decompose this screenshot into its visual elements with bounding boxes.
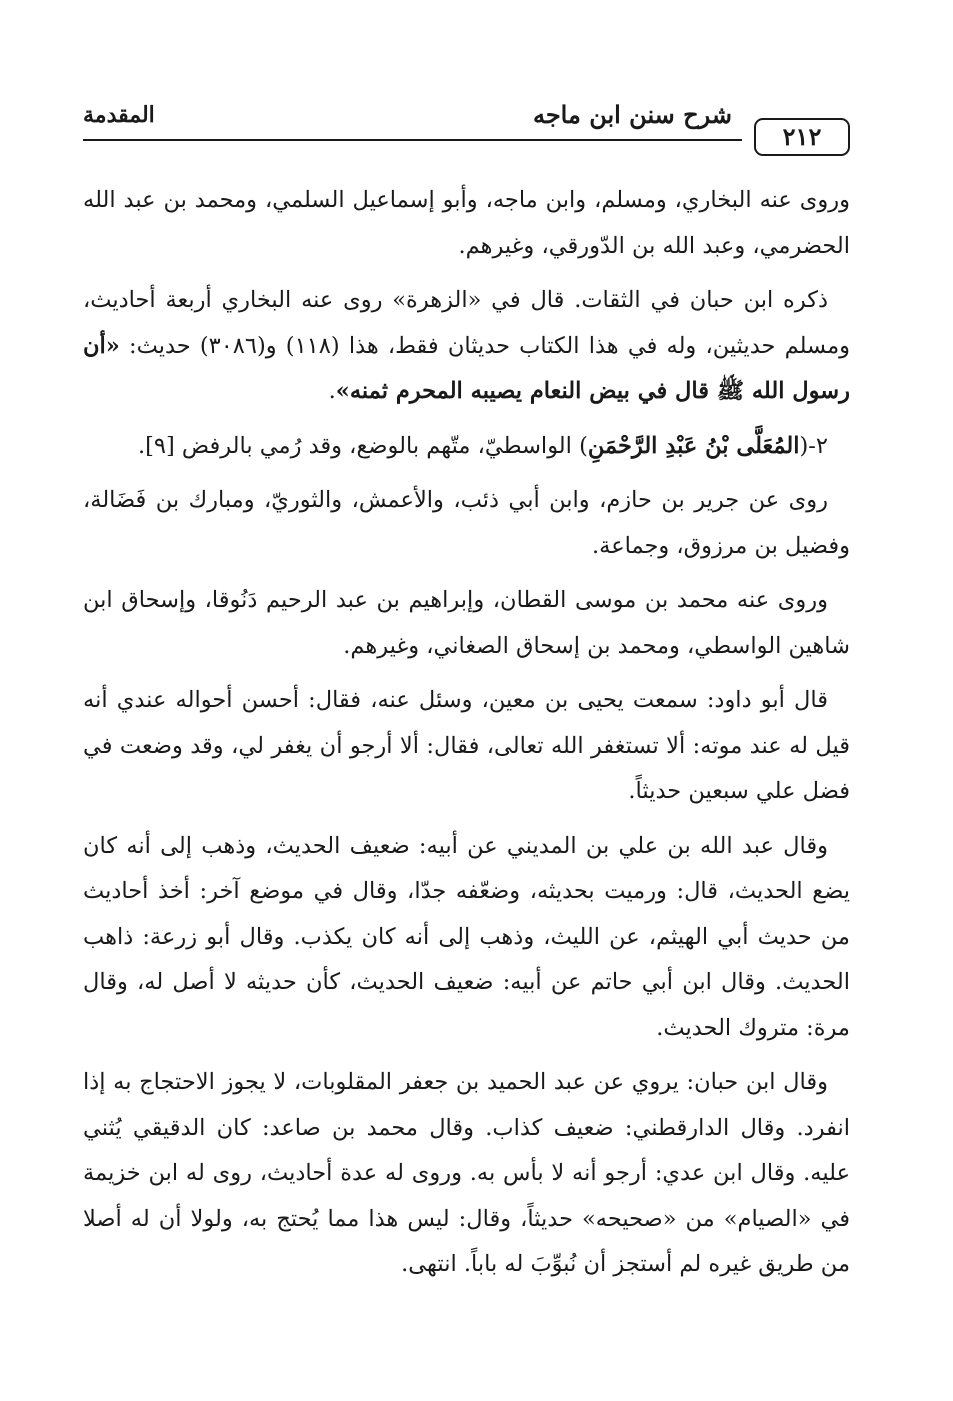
paragraph-5 [83,578,850,669]
paragraph-text: وقال ابن حبان: يروي عن عبد الحميد بن جعفر المقلوبات، لا يجوز الاحتجاج به إذا انفرد. وقال الدارقطني: ضعيف كذاب. وقال محمد بن صاعد: كان الدقيقي يُثني عليه. وقال ابن عدي: أرجو أنه لا بأس به. وروى له عدة أحاديث، روى له ابن خزيمة في «الصيام» من «صحيحه» حديثاً، وقال: ليس هذا مما يُحتج به، ولولا أن له أصلا من طريق غيره لم أستجز أن نُبوِّبَ له باباً. انتهى. [83,1069,850,1277]
entry-grade: ) الواسطيّ، متّهم بالوضع، وقد رُمي بالرفض [٩]. [137,432,588,459]
section-title: المقدمة [83,102,155,128]
hadith-quote: «أن رسول الله ﷺ قال في بيض النعام يصيبه المحرم ثمنه» [83,332,850,404]
paragraph-1 [83,178,850,269]
entry-number: ٢-( [799,432,828,459]
paragraph-text: قال أبو داود: سمعت يحيى بن معين، وسئل عنه، فقال: أحسن أحواله عندي أنه قيل له عند موته: ألا تستغفر الله تعالى، فقال: ألا أرجو أن يغفر لي، وقد وضعت في فضل علي سبعين حديثاً. [83,687,850,804]
paragraph-text: روى عن جرير بن حازم، وابن أبي ذئب، والأعمش، والثوريّ، ومبارك بن فَضَالة، وفضيل بن مرزوق، وجماعة. [83,487,850,559]
paragraph-text: وروى عنه البخاري، ومسلم، وابن ماجه، وأبو إسماعيل السلمي، ومحمد بن عبد الله الحضرمي، وعبد الله بن الدّورقي، وغيرهم. [83,187,850,259]
narrator-name: المُعَلَّى بْنُ عَبْدِ الرَّحْمَنِ [587,432,800,459]
paragraph-text: وروى عنه محمد بن موسى القطان، وإبراهيم بن عبد الرحيم دَنُوقا، وإسحاق ابن شاهين الواسطي، ومحمد بن إسحاق الصغاني، وغيرهم. [83,587,850,659]
paragraph-8 [83,1060,850,1288]
paragraph-6 [83,678,850,815]
paragraph-7 [83,824,850,1052]
paragraph-2 [83,278,850,415]
narrator-entry-2 [83,424,850,470]
paragraph-text: ذكره ابن حبان في الثقات. قال في «الزهرة» روى عنه البخاري أربعة أحاديث، ومسلم حديثين، وله في هذا الكتاب حديثان فقط، هذا (١١٨) و(٣٠٨٦) حديث: [83,287,851,359]
paragraph-text: . [328,378,336,404]
page-body [83,178,850,1297]
page-header [83,92,850,152]
paragraph-4 [83,478,850,569]
paragraph-text: وقال عبد الله بن علي بن المديني عن أبيه: ضعيف الحديث، وذهب إلى أنه كان يضع الحديث، قال: ورميت بحديثه، وضعّفه جدّا، وقال في موضع آخر: أخذ أحاديث من حديث أبي الهيثم، عن الليث، وذهب إلى أنه كان يكذب. وقال أبو زرعة: ذاهب الحديث. وقال ابن أبي حاتم عن أبيه: ضعيف الحديث، كأن حديثه لا أصل له، وقال مرة: متروك الحديث. [83,832,850,1041]
header-rule [83,139,742,141]
page-number-badge: ٢١٢ [754,118,850,156]
book-title: شرح سنن ابن ماجه [532,100,732,129]
